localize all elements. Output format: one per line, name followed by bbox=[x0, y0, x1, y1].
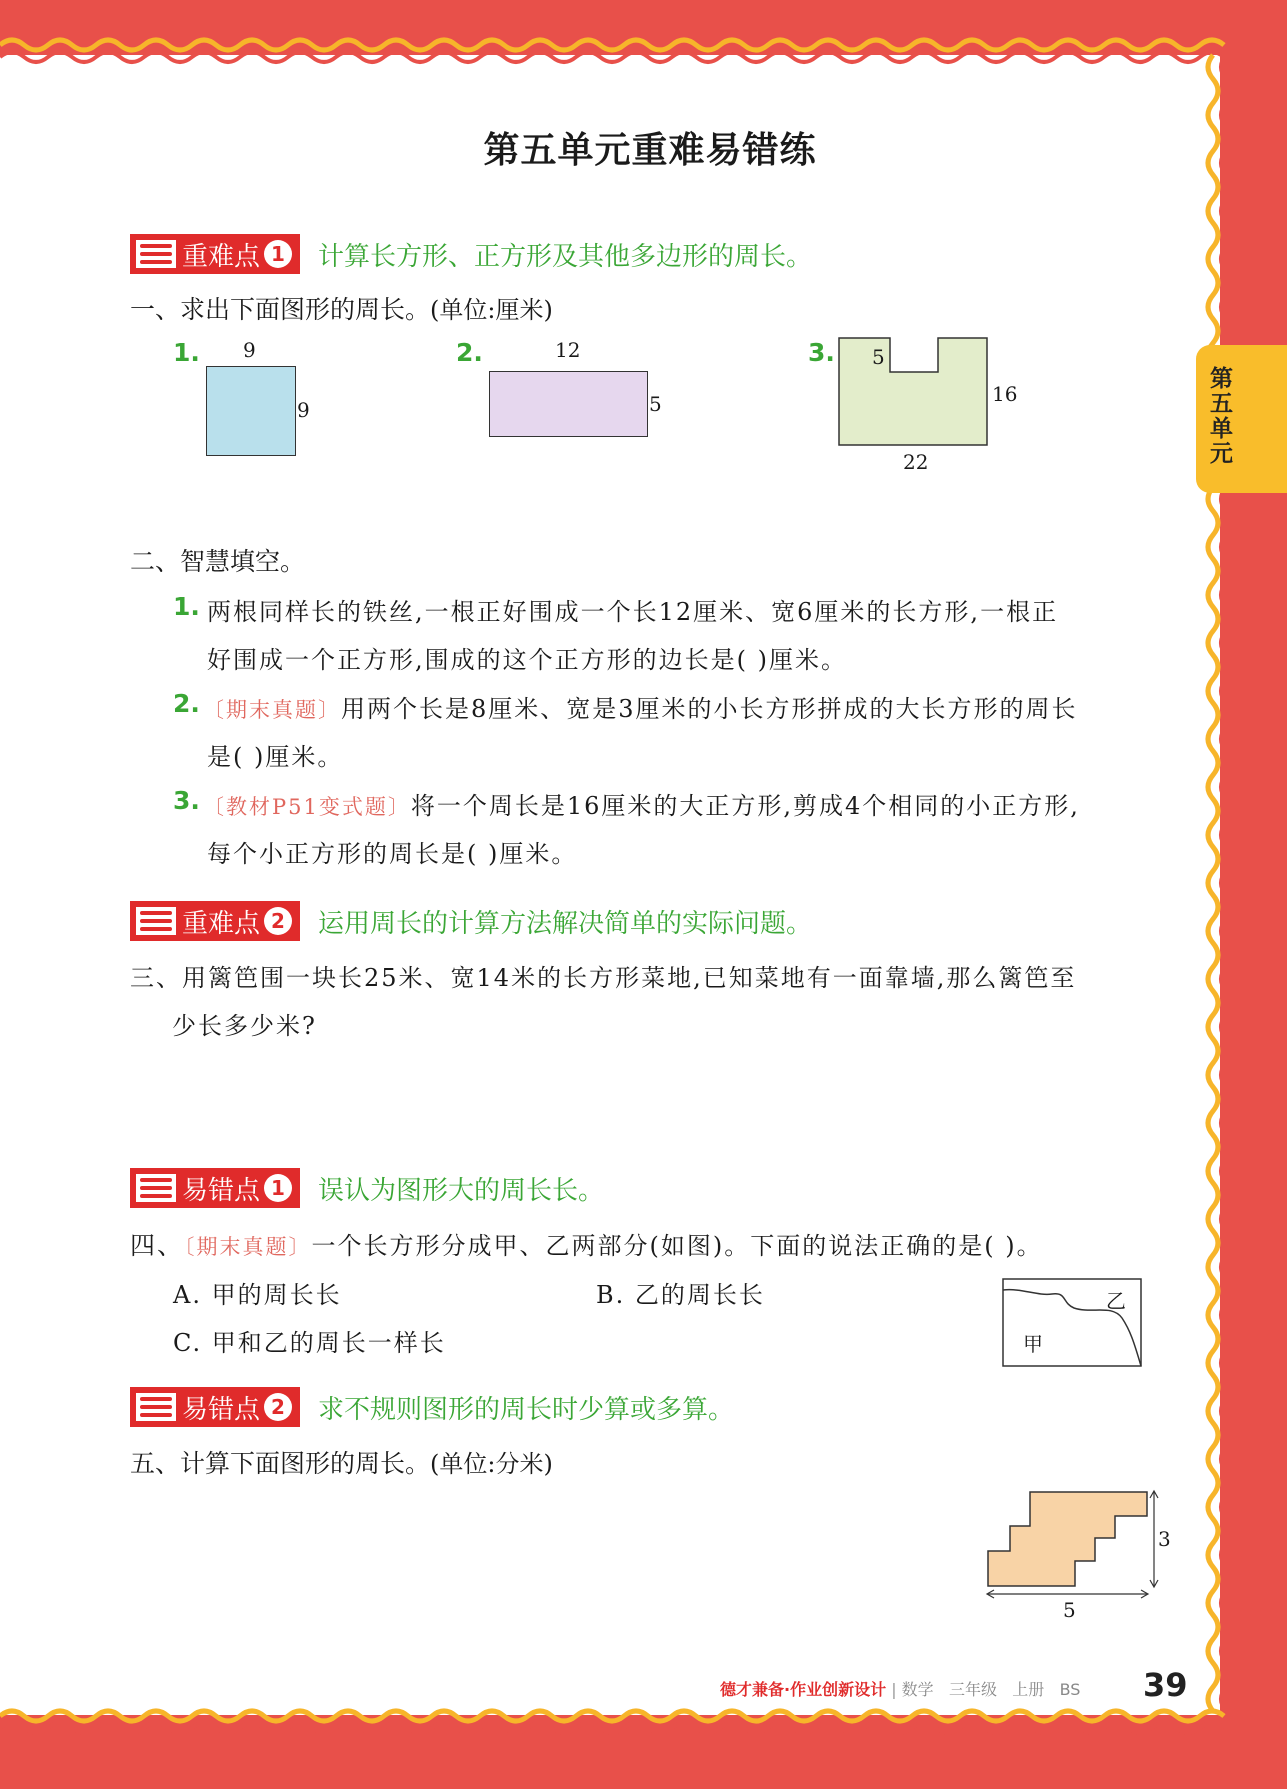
figure-2-side-label: 5 bbox=[649, 392, 662, 416]
error-point-1-text: 误认为图形大的周长长。 bbox=[318, 1176, 605, 1206]
footer-volume: 上册 bbox=[1012, 1680, 1045, 1699]
s2-q3-line2: 每个小正方形的周长是( )厘米。 bbox=[207, 840, 578, 868]
section-1-title: 一、求出下面图形的周长。 bbox=[130, 295, 431, 324]
figure-1-side-label: 9 bbox=[297, 398, 310, 422]
error-point-tag-1 bbox=[130, 1168, 300, 1208]
waves-icon bbox=[136, 1393, 176, 1421]
waves-icon bbox=[136, 240, 176, 268]
error-point-tag-2 bbox=[130, 1387, 300, 1427]
s2-q1-line1: 两根同样长的铁丝,一根正好围成一个长12厘米、宽6厘米的长方形,一根正 bbox=[207, 598, 1059, 626]
section-4-text: 一个长方形分成甲、乙两部分(如图)。下面的说法正确的是( )。 bbox=[311, 1232, 1043, 1260]
figure-1-top-label: 9 bbox=[243, 338, 256, 362]
part-jia-label: 甲 bbox=[1023, 1332, 1043, 1356]
section-1-heading bbox=[130, 290, 553, 326]
figure-3-side-label: 16 bbox=[992, 382, 1018, 406]
footer-grade: 三年级 bbox=[948, 1680, 997, 1699]
tag-label: 易错点 bbox=[182, 1175, 261, 1206]
key-point-1-text: 计算长方形、正方形及其他多边形的周长。 bbox=[318, 242, 813, 272]
part-yi-label: 乙 bbox=[1106, 1289, 1126, 1313]
s2-q1-line2: 好围成一个正方形,围成的这个正方形的边长是( )厘米。 bbox=[207, 646, 847, 674]
section-3-line1: 三、用篱笆围一块长25米、宽14米的长方形菜地,已知菜地有一面靠墙,那么篱笆至 bbox=[130, 964, 1077, 992]
s2-q2-source: 〔期末真题〕 bbox=[203, 698, 341, 722]
footer-brand: 德才兼备·作业创新设计 bbox=[720, 1680, 887, 1699]
key-point-2-text: 运用周长的计算方法解决简单的实际问题。 bbox=[318, 909, 813, 939]
option-b[interactable]: B. 乙的周长长 bbox=[596, 1281, 765, 1309]
option-a[interactable]: A. 甲的周长长 bbox=[173, 1281, 342, 1309]
tag-label: 重难点 bbox=[182, 241, 261, 272]
waves-icon bbox=[136, 907, 176, 935]
footer-subject: 数学 bbox=[901, 1680, 934, 1699]
figure-2-top-label: 12 bbox=[555, 338, 581, 362]
key-point-tag-1 bbox=[130, 234, 300, 274]
figure-1-square bbox=[206, 366, 296, 456]
tag-number: 2 bbox=[264, 1393, 292, 1421]
section-5-heading bbox=[130, 1444, 553, 1480]
page-number: 39 bbox=[1143, 1666, 1188, 1704]
tag-number: 1 bbox=[264, 1174, 292, 1202]
figure-2-number: 2. bbox=[456, 338, 483, 367]
footer-edition: BS bbox=[1059, 1680, 1081, 1699]
s2-q2-line1 bbox=[203, 689, 1078, 724]
figure-2-rectangle bbox=[489, 371, 648, 437]
s2-q2-number: 2. bbox=[173, 689, 200, 718]
section-4-question bbox=[130, 1226, 1043, 1262]
tag-number: 2 bbox=[264, 907, 292, 935]
figure-3-bottom-label: 22 bbox=[903, 450, 929, 474]
s2-q3-line1 bbox=[203, 786, 1080, 821]
footer: 德才兼备·作业创新设计 | 数学 三年级 上册 BS bbox=[720, 1680, 1081, 1699]
figure-1-number: 1. bbox=[173, 338, 200, 367]
waves-icon bbox=[136, 1174, 176, 1202]
section-4-source: 〔期末真题〕 bbox=[184, 1235, 312, 1259]
option-c[interactable]: C. 甲和乙的周长一样长 bbox=[173, 1329, 446, 1357]
section-1-unit: (单位:厘米) bbox=[430, 296, 553, 324]
page-title: 第五单元重难易错练 bbox=[483, 130, 817, 171]
s2-q2-line2: 是( )厘米。 bbox=[207, 743, 344, 771]
section-2-heading: 二、智慧填空。 bbox=[130, 547, 306, 576]
staircase-height-label: 3 bbox=[1158, 1527, 1171, 1551]
error-point-2-text: 求不规则图形的周长时少算或多算。 bbox=[318, 1395, 735, 1425]
unit-side-tab-label: 第五单元 bbox=[1210, 366, 1233, 467]
staircase-figure bbox=[980, 1486, 1180, 1616]
key-point-tag-2 bbox=[130, 901, 300, 941]
section-5-title: 五、计算下面图形的周长。 bbox=[130, 1449, 431, 1478]
figure-3-number: 3. bbox=[808, 338, 835, 367]
figure-3-notch-label: 5 bbox=[872, 345, 885, 369]
section-5-unit: (单位:分米) bbox=[430, 1450, 553, 1478]
unit-side-tab[interactable] bbox=[1196, 345, 1287, 493]
s2-q2-text: 用两个长是8厘米、宽是3厘米的小长方形拼成的大长方形的周长 bbox=[341, 695, 1078, 723]
tag-number: 1 bbox=[264, 240, 292, 268]
figure-3-notched-shape bbox=[838, 337, 990, 447]
tag-label: 重难点 bbox=[182, 908, 261, 939]
s2-q3-text: 将一个周长是16厘米的大正方形,剪成4个相同的小正方形, bbox=[410, 792, 1080, 820]
s2-q3-source: 〔教材P51变式题〕 bbox=[203, 795, 411, 819]
tag-label: 易错点 bbox=[182, 1394, 261, 1425]
section-3-line2: 少长多少米? bbox=[172, 1012, 317, 1040]
staircase-width-label: 5 bbox=[1063, 1598, 1076, 1622]
s2-q3-number: 3. bbox=[173, 786, 200, 815]
section-4-prefix: 四、 bbox=[130, 1231, 185, 1260]
s2-q1-number: 1. bbox=[173, 592, 200, 621]
